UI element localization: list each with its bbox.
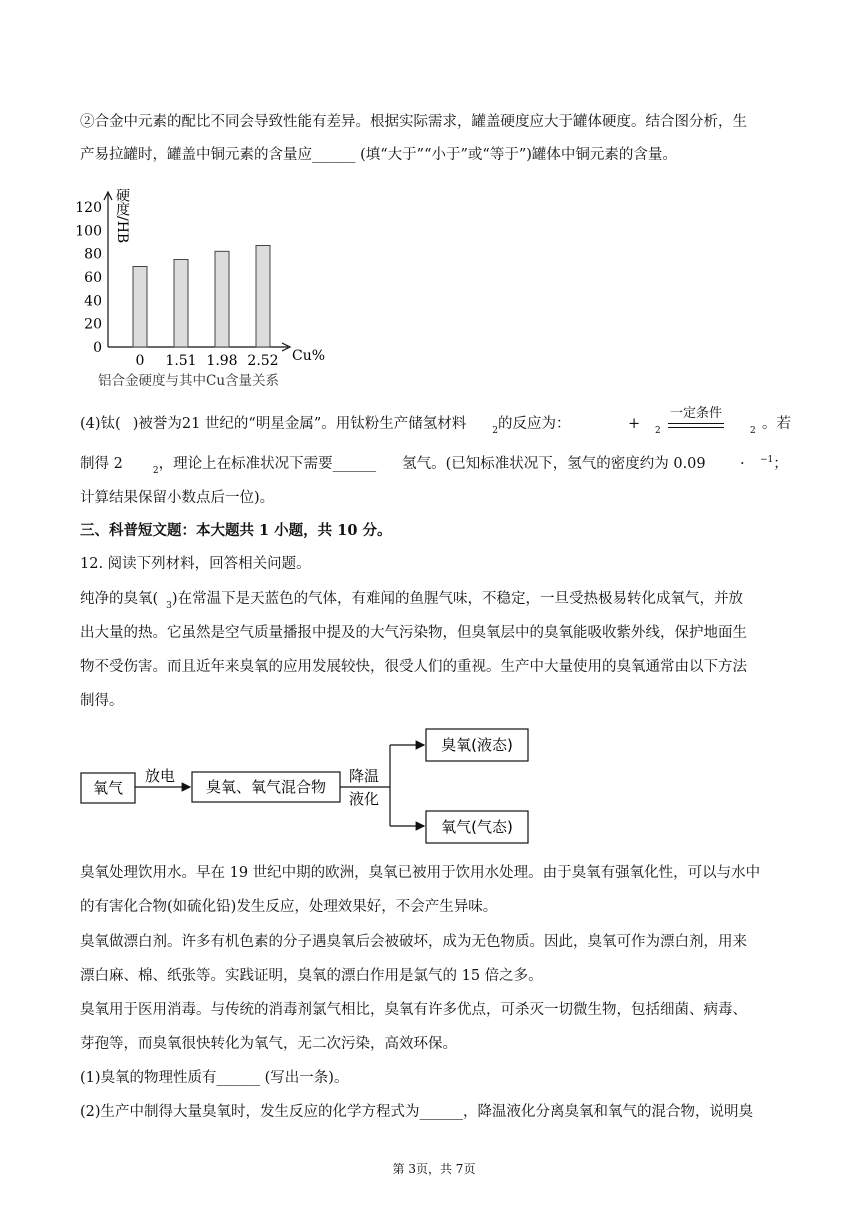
passage-line: 臭氧用于医用消毒。与传统的消毒剂氯气相比，臭氧有许多优点，可杀灭一切微生物，包括细菌、病毒、 (80, 1002, 747, 1018)
q4-dot: · (740, 456, 745, 472)
passage-line: 纯净的臭氧( $_3$)在常温下是天蓝色的气体，有难闻的鱼腥气味，不稳定，一旦受热极易转化成氧气，并放 (80, 591, 744, 611)
q4-text: )被誉为21 世纪的“明星金属”。用钛粉生产储氢材料 (132, 416, 467, 432)
hardness-bar-chart (75, 180, 338, 390)
y-tick-label: 0 (93, 340, 102, 356)
subscript: 2 (655, 426, 661, 436)
bar (133, 267, 147, 348)
passage-line: 物不受伤害。而且近年来臭氧的应用发展较快，很受人们的重视。生产中大量使用的臭氧通常由以下方法 (80, 659, 747, 675)
q4-text: 的反应为： (497, 416, 571, 432)
x-axis-label: Cu% (292, 348, 326, 364)
question-4-line-2 (80, 454, 706, 476)
bar (215, 251, 229, 347)
q4-text: 。若 (762, 416, 791, 432)
bar (256, 246, 270, 348)
subscript: 2 (750, 426, 756, 436)
passage-line: 芽孢等，而臭氧很快转化为氧气，无二次污染，高效环保。 (80, 1036, 457, 1052)
question-12-title: 12. 阅读下列材料，回答相关问题。 (80, 556, 311, 572)
question-4-line-1 (80, 414, 570, 436)
box-mixture-label: 臭氧、氧气混合物 (205, 778, 327, 796)
passage-line: 制得。 (80, 693, 124, 709)
passage-line: 臭氧处理饮用水。早在 19 世纪中期的欧洲，臭氧已被用于饮用水处理。由于臭氧有强氧化性，可以与水中 (80, 865, 761, 881)
equation-plus: + (628, 416, 641, 432)
subscript: 2 (492, 426, 498, 436)
box-oxygen-gas-label: 氧气(气态) (441, 818, 513, 836)
y-tick-label: 60 (84, 270, 102, 286)
page-footer: 第 3页，共 7页 (392, 1162, 476, 1176)
chart-caption: 铝合金硬度与其中Cu含量关系 (98, 373, 280, 389)
arrow-cooling-label-bottom: 液化 (348, 790, 380, 808)
question-12-1: (1)臭氧的物理性质有______ (写出一条)。 (80, 1070, 349, 1086)
arrow-discharge-label: 放电 (144, 767, 176, 785)
section-heading: 三、科普短文题：本大题共 1 小题，共 10 分。 (80, 522, 392, 539)
superscript: $^{-1}$； (760, 455, 788, 472)
passage-line: 臭氧做漂白剂。许多有机色素的分子遇臭氧后会被破坏，成为无色物质。因此，臭氧可作为漂白剂，用来 (80, 934, 747, 950)
x-tick-label: 1.51 (165, 353, 197, 369)
q4-text: 氢气。(已知标准状况下，氢气的密度约为 0.09 (402, 456, 706, 472)
y-tick-label: 100 (75, 223, 102, 240)
question-4-line-3: 计算结果保留小数点后一位)。 (80, 490, 275, 506)
question-12-2: (2)生产中制得大量臭氧时，发生反应的化学方程式为______，降温液化分离臭氧和氧气的混合物，说明臭 (80, 1104, 754, 1120)
subscript: 2 (152, 466, 159, 476)
box-ozone-liquid-label: 臭氧(液态) (441, 736, 513, 754)
y-tick-label: 40 (84, 293, 102, 310)
q4-text: 制得 2 (80, 456, 123, 472)
x-tick-label: 2.52 (247, 353, 279, 369)
q4-text: ，理论上在标准状况下需要______ (158, 456, 377, 472)
y-tick-label: 20 (84, 316, 102, 333)
y-tick-label: 80 (84, 246, 102, 263)
y-tick-label: 120 (75, 200, 102, 216)
passage-line: 的有害化合物(如硫化铅)发生反应，处理效果好，不会产生异味。 (80, 899, 498, 915)
question-text-line: 产易拉罐时，罐盖中铜元素的含量应______ (填“大于”“小于”或“等于”)罐体中铜元素的含量。 (80, 147, 677, 163)
reaction-condition: 一定条件 (668, 406, 724, 428)
q4-text: (4)钛( (80, 416, 121, 432)
question-text-line: ②合金中元素的配比不同会导致性能有差异。根据实际需求，罐盖硬度应大于罐体硬度。结合图分析，生 (80, 114, 747, 130)
passage-line: 漂白麻、棉、纸张等。实践证明，臭氧的漂白作用是氯气的 15 倍之多。 (80, 968, 543, 984)
box-oxygen-label: 氧气 (92, 779, 124, 797)
bar (174, 260, 188, 348)
x-tick-label: 1.98 (206, 353, 238, 369)
y-axis-label: 硬度/HB (114, 188, 130, 244)
ozone-production-flowchart (78, 725, 538, 850)
passage-line: 出大量的热。它虽然是空气质量播报中提及的大气污染物，但臭氧层中的臭氧能吸收紫外线，保护地面生 (80, 625, 747, 641)
arrow-cooling-label-top: 降温 (348, 767, 380, 785)
x-tick-label: 0 (135, 353, 145, 369)
